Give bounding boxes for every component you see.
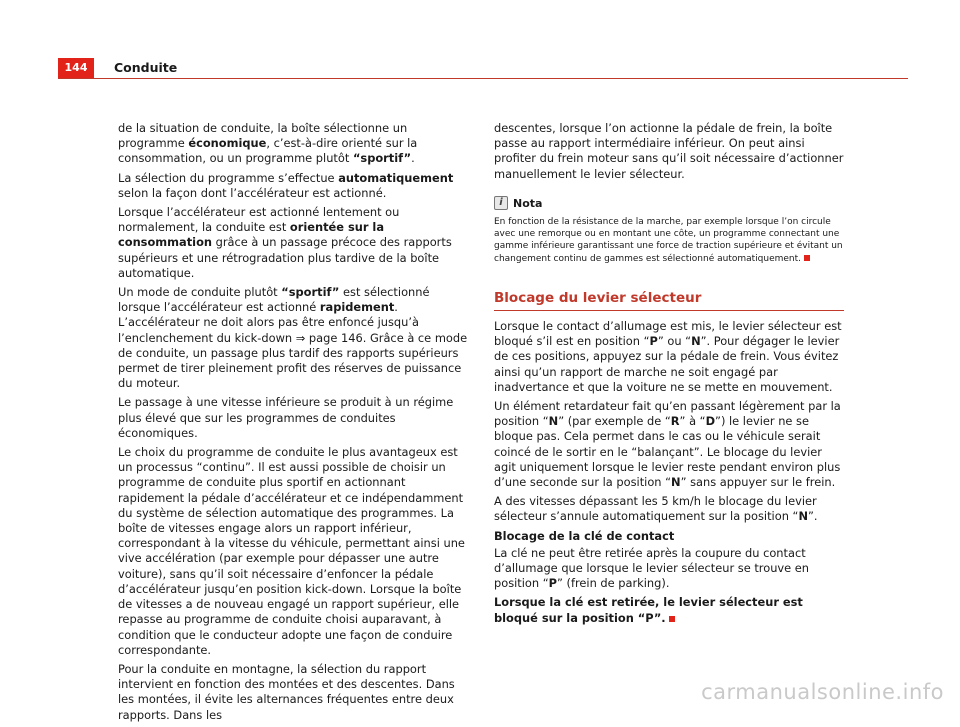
paragraph: Un mode de conduite plutôt “sportif” est sélectionné lorsque l’accélérateur est actionné rapidement. L’accélérateur ne doit alors pas être enfoncé jusqu’à l’enclenchement du kick-down ⇒ page 146. Grâce à ce mode de conduite, un passage plus tardif des rapports supérieurs permet de tirer pleinement profit des réserves de puissance du moteur. (118, 285, 468, 391)
right-column (494, 121, 844, 630)
chapter-title: Conduite (114, 60, 178, 75)
subheading: Blocage de la clé de contact (494, 528, 675, 543)
paragraph: Un élément retardateur fait qu’en passant légèrement par la position “N” (par exemple de “R” à “D”) le levier ne se bloque pas. Cela permet dans le cas ou le véhicule serait coincé de le sortir en le “balançant”. Le blocage du levier agit uniquement lorsque le levier reste pendant environ plus d’une seconde sur la position “N” sans appuyer sur le frein. (494, 399, 841, 490)
end-mark-icon (804, 255, 810, 261)
end-mark-icon (669, 616, 675, 622)
paragraph: Lorsque la clé est retirée, le levier sélecteur est bloqué sur la position “P”. (494, 595, 803, 625)
paragraph: Lorsque l’accélérateur est actionné lentement ou normalement, la conduite est orientée sur la consommation grâce à un passage précoce des rapports supérieurs et une rétrogradation plus tardive de la boîte automatique. (118, 205, 452, 280)
paragraph: La clé ne peut être retirée après la coupure du contact d’allumage que lorsque le levier sélecteur se trouve en position “P” (frein de parking). (494, 545, 810, 591)
paragraph: de la situation de conduite, la boîte sélectionne un programme économique, c’est-à-dire orienté sur la consommation, ou un programme plutôt “sportif”. (118, 121, 418, 166)
paragraph: descentes, lorsque l’on actionne la pédale de frein, la boîte passe au rapport intermédiaire inférieur. On peut ainsi profiter du frein moteur sans qu’il soit nécessaire d’actionner manuellement le levier sélecteur. (494, 121, 844, 181)
section-title: Blocage du levier sélecteur (494, 291, 844, 311)
paragraph: A des vitesses dépassant les 5 km/h le blocage du levier sélecteur s’annule automatiquement sur la position “N”. (494, 494, 818, 524)
paragraph: Pour la conduite en montagne, la sélection du rapport intervient en fonction des montées et des descentes. Dans les montées, il évite les alternances fréquentes entre deux rapports. Dans les (118, 661, 455, 722)
note-title: Nota (513, 196, 543, 210)
note-text: En fonction de la résistance de la marche, par exemple lorsque l’on circule avec une remorque ou en montant une côte, un programme connectant une gamme inférieure garantissant une force de traction supérieure et évitant un changement continu de gammes est sélectionné automatiquement. (494, 217, 843, 264)
note-header (494, 196, 844, 211)
paragraph: La sélection du programme s’effectue automatiquement selon la façon dont l’accélérateur est actionné. (118, 170, 454, 200)
paragraph: Le passage à une vitesse inférieure se produit à un régime plus élevé que sur les programmes de conduites économiques. (118, 395, 454, 440)
paragraph: Lorsque le contact d’allumage est mis, le levier sélecteur est bloqué s’il est en position “P” ou “N”. Pour dégager le levier de ces positions, appuyez sur la pédale de frein. Vous évitez ainsi qu’un rapport de marche ne soit engagé par inadvertance et que la voiture ne se mette en mouvement. (494, 319, 842, 394)
page-number: 144 (58, 58, 94, 78)
header-rule (58, 78, 908, 79)
left-column (118, 121, 468, 727)
paragraph: Le choix du programme de conduite le plus avantageux est un processus “continu”. Il est aussi possible de choisir un programme de conduite plus sportif en actionnant rapidement la pédale d’accélérateur et ce indépendamment du système de sélection automatique des programmes. La boîte de vitesses engage alors un rapport inférieur, correspondant à la vitesse du véhicule, permettant ainsi une vive accélération (par exemple pour dépasser une autre voiture), sans qu’il soit nécessaire d’enfoncer la pédale d’accélérateur jusqu’en position kick-down. Lorsque la boîte de vitesses a de nouveau engagé un rapport supérieur, elle repasse au programme de conduite choisi auparavant, à condition que le conducteur adopte une façon de conduire correspondante. (118, 445, 465, 657)
watermark: carmanualsonline.info (701, 680, 944, 704)
info-icon: i (494, 196, 508, 210)
